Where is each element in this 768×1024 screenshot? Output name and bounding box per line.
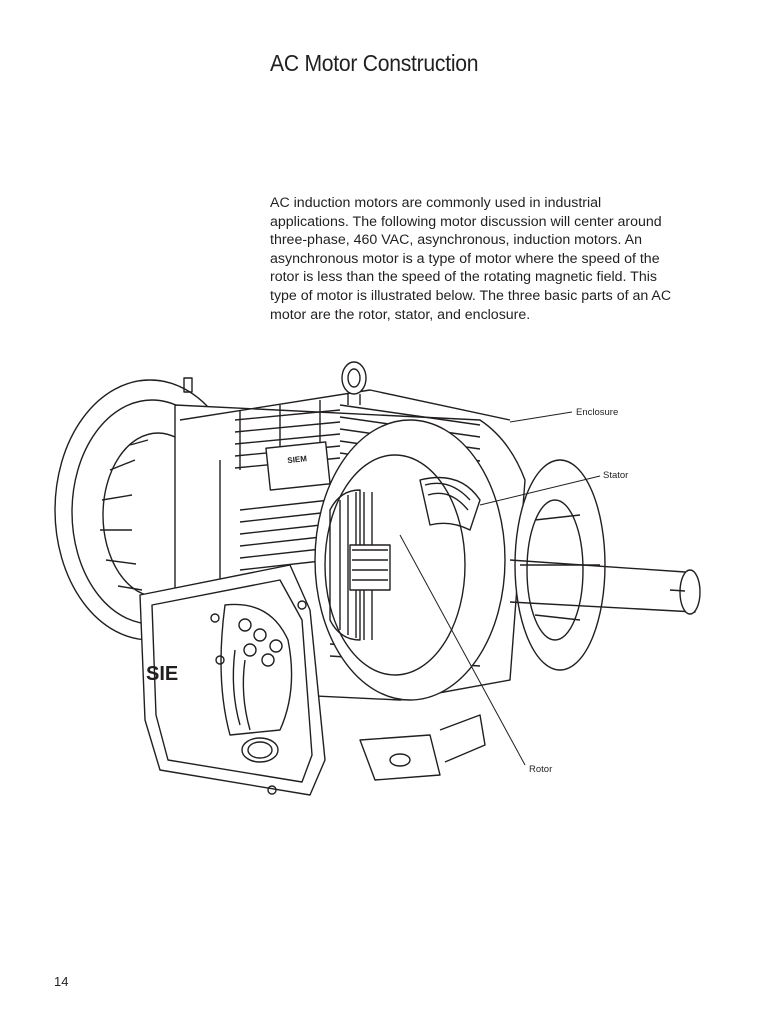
body-line: AC induction motors are commonly used in industrial (270, 195, 602, 211)
body-line: rotor is less than the speed of the rotating magnetic field. This (270, 269, 657, 286)
terminal-box-text: SIE (146, 663, 179, 685)
motor-illustration (40, 350, 730, 810)
motor-feet (360, 715, 485, 780)
body-paragraph (270, 194, 710, 324)
cutaway (315, 420, 605, 700)
callout-rotor: Rotor (529, 764, 553, 775)
page-title: AC Motor Construction (270, 50, 479, 76)
callout-enclosure: Enclosure (576, 407, 619, 418)
body-line: type of motor is illustrated below. The three basic parts of an AC (270, 287, 672, 304)
body-line: applications. The following motor discussion will center around (270, 213, 662, 230)
callout-stator: Stator (603, 470, 629, 481)
nameplate-text: SIEM (286, 454, 308, 466)
body-line: motor are the rotor, stator, and enclosure. (270, 306, 531, 323)
body-line: asynchronous motor is a type of motor where the speed of the (270, 250, 660, 267)
page-number: 14 (54, 974, 69, 989)
body-line: three-phase, 460 VAC, asynchronous, induction motors. An (270, 232, 642, 249)
